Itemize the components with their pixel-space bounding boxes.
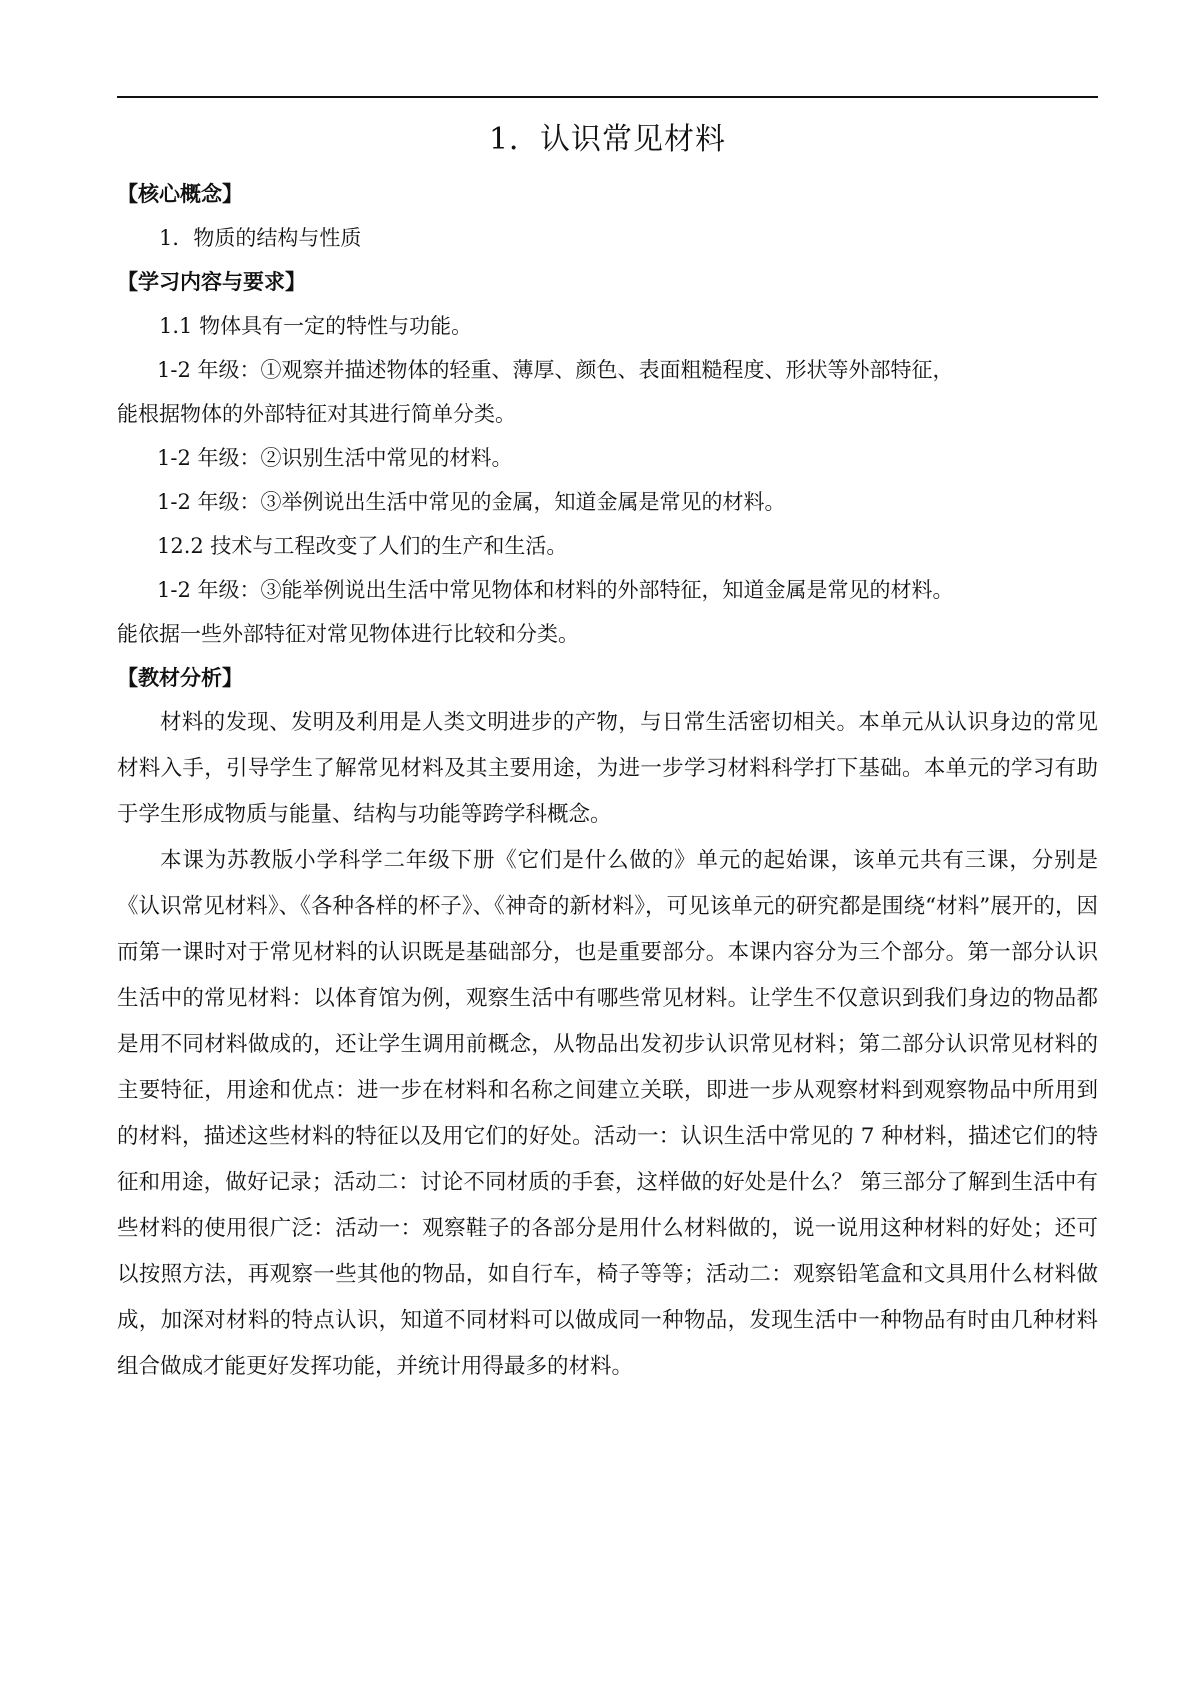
section-heading-learning-requirements: 【学习内容与要求】: [117, 270, 306, 294]
requirement-line: 12.2 技术与工程改变了人们的生产和生活。: [157, 534, 568, 558]
requirement-line: 1.1 物体具有一定的特性与功能。: [159, 314, 473, 338]
requirement-line: 能根据物体的外部特征对其进行简单分类。: [117, 402, 516, 426]
analysis-paragraph: 材料的发现、发明及利用是人类文明进步的产物，与日常生活密切相关。本单元从认识身边的常见材料入手，引导学生了解常见材料及其主要用途，为进一步学习材料科学打下基础。本单元的学习有助于学生形成物质与能量、结构与功能等跨学科概念。: [117, 710, 1098, 827]
page-title: 1．认识常见材料: [488, 122, 727, 157]
requirement-line: 1-2 年级：③举例说出生活中常见的金属，知道金属是常见的材料。: [157, 490, 786, 514]
requirement-line: 能依据一些外部特征对常见物体进行比较和分类。: [117, 622, 579, 646]
section-heading-textbook-analysis: 【教材分析】: [117, 666, 243, 690]
requirement-line: 1-2 年级：③能举例说出生活中常见物体和材料的外部特征，知道金属是常见的材料。: [157, 578, 954, 602]
core-concept-item: 1．物质的结构与性质: [159, 226, 362, 250]
header-rule: [117, 96, 1098, 98]
document-body: [117, 172, 1098, 1390]
requirement-line: 1-2 年级：①观察并描述物体的轻重、薄厚、颜色、表面粗糙程度、形状等外部特征，: [157, 358, 954, 382]
section-heading-core-concept: 【核心概念】: [117, 182, 243, 206]
requirement-line: 1-2 年级：②识别生活中常见的材料。: [157, 446, 513, 470]
analysis-paragraph: 本课为苏教版小学科学二年级下册《它们是什么做的》单元的起始课，该单元共有三课，分别是《认识常见材料》、《各种各样的杯子》、《神奇的新材料》，可见该单元的研究都是围绕“材料”展开的，因而第一课时对于常见材料的认识既是基础部分，也是重要部分。本课内容分为三个部分。第一部分认识生活中的常见材料：以体育馆为例，观察生活中有哪些常见材料。让学生不仅意识到我们身边的物品都是用不同材料做成的，还让学生调用前概念，从物品出发初步认识常见材料；第二部分认识常见材料的主要特征，用途和优点：进一步在材料和名称之间建立关联，即进一步从观察材料到观察物品中所用到的材料，描述这些材料的特征以及用它们的好处。活动一：认识生活中常见的 7 种材料，描述它们的特征和用途，做好记录；活动二：讨论不同材质的手套，这样做的好处是什么？ 第三部分了解到生活中有些材料的使用很广泛：活动一：观察鞋子的各部分是用什么材料做的，说一说用这种材料的好处；还可以按照方法，再观察一些其他的物品，如自行车，椅子等等；活动二：观察铅笔盒和文具用什么材料做成，加深对材料的特点认识，知道不同材料可以做成同一种物品，发现生活中一种物品有时由几种材料组合做成才能更好发挥功能，并统计用得最多的材料。: [117, 848, 1098, 1379]
